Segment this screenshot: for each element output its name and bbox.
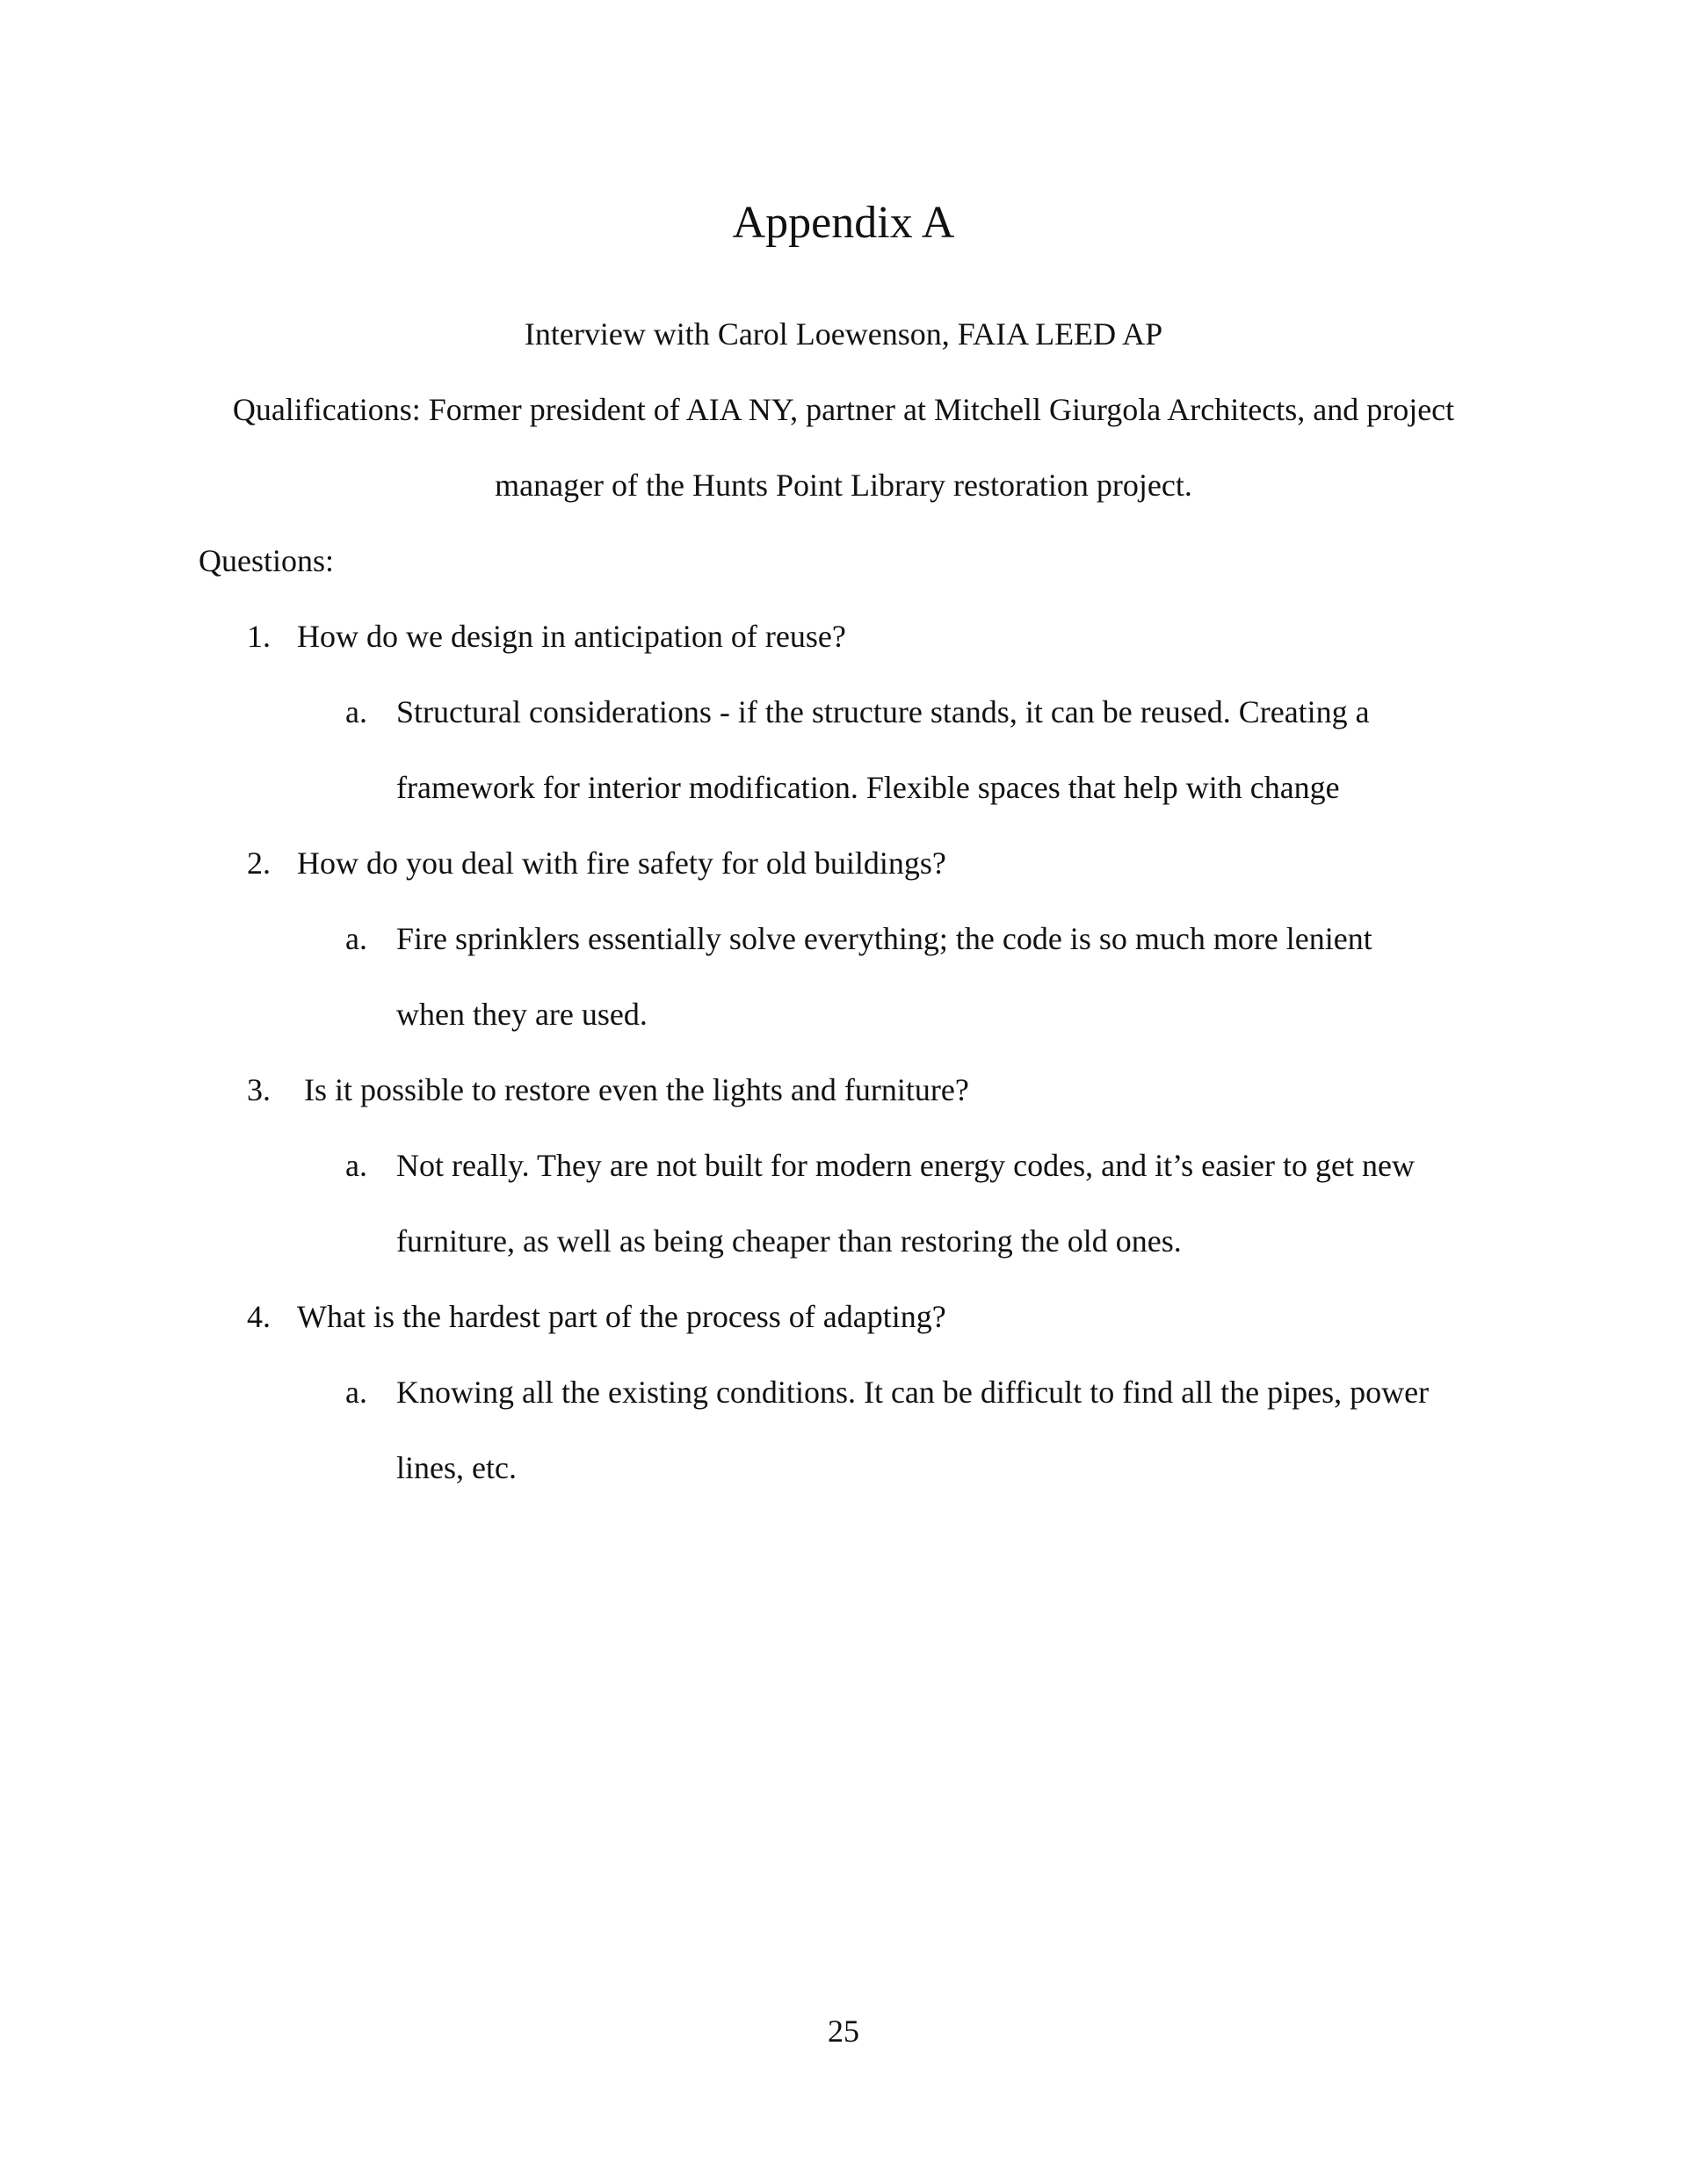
answer-2-line-2: when they are used. [396, 997, 648, 1032]
answer-1-line-2: framework for interior modification. Flexible spaces that help with change [396, 770, 1340, 805]
qualifications-line-2: manager of the Hunts Point Library restoration project. [495, 468, 1192, 503]
answer-4-line-2: lines, etc. [396, 1450, 517, 1485]
page-number: 25 [828, 2013, 859, 2049]
question-1-text: How do we design in anticipation of reuse? [297, 619, 846, 654]
answer-2-line-1: Fire sprinklers essentially solve everything; the code is so much more lenient [396, 921, 1372, 956]
question-4-number: 4. [247, 1299, 271, 1334]
qualifications-line-1: Qualifications: Former president of AIA NY, partner at Mitchell Giurgola Architects, and project [232, 392, 1455, 427]
page-title: Appendix A [732, 198, 955, 248]
question-2-text: How do you deal with fire safety for old buildings? [297, 845, 946, 881]
answer-4-line-1: Knowing all the existing conditions. It can be difficult to find all the pipes, power [396, 1375, 1430, 1410]
question-3-text: Is it possible to restore even the lights and furniture? [304, 1072, 969, 1107]
question-4-text: What is the hardest part of the process of adapting? [297, 1299, 946, 1334]
question-2-number: 2. [247, 845, 271, 881]
question-3-number: 3. [247, 1072, 271, 1107]
answer-3-marker: a. [345, 1148, 367, 1183]
questions-label: Questions: [199, 543, 335, 578]
question-1-number: 1. [247, 619, 271, 654]
answer-1-line-1: Structural considerations - if the structure stands, it can be reused. Creating a [396, 694, 1370, 729]
answer-4-marker: a. [345, 1375, 367, 1410]
answer-1-marker: a. [345, 694, 367, 729]
interview-line: Interview with Carol Loewenson, FAIA LEED AP [524, 316, 1163, 352]
answer-2-marker: a. [345, 921, 367, 956]
answer-3-line-1: Not really. They are not built for modern energy codes, and it’s easier to get new [396, 1148, 1415, 1183]
answer-3-line-2: furniture, as well as being cheaper than restoring the old ones. [396, 1223, 1182, 1259]
